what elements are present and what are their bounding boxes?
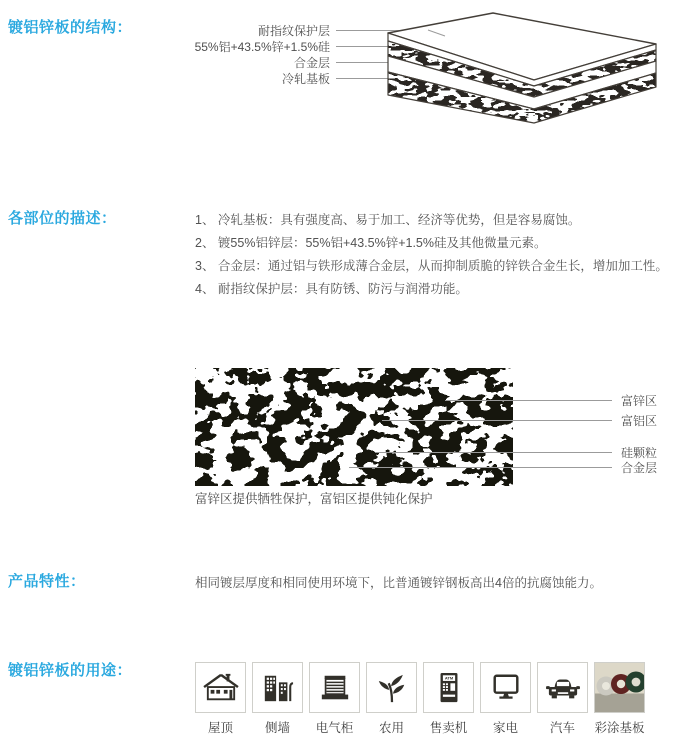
usage-label: 汽车	[549, 721, 575, 735]
house-icon	[202, 672, 240, 704]
usage-label: 屋顶	[207, 721, 233, 735]
description-item: 1、 冷轧基板：具有强度高、易于加工、经济等优势，但是容易腐蚀。	[195, 213, 581, 227]
usage-cell-appliance	[480, 662, 531, 736]
usage-cell-sidewall	[252, 662, 303, 736]
usage-label: 家电	[492, 721, 518, 735]
electrical-cabinet-icon	[316, 672, 354, 704]
coil-photo	[595, 663, 644, 712]
description-item: 2、 镀55%铝锌层：55%铝+43.5%锌+1.5%硅及其他微量元素。	[195, 236, 547, 250]
usage-cell-automobile	[537, 662, 588, 736]
usage-label: 彩涂基板	[594, 721, 645, 735]
usage-cell-cabinet	[309, 662, 360, 736]
layer-label-substrate: 冷轧基板	[281, 72, 330, 86]
structure-heading: 镀铝锌板的结构：	[8, 19, 133, 36]
slab-diagram	[383, 6, 665, 132]
leader-line	[349, 467, 612, 468]
vending-machine-icon	[430, 672, 468, 704]
features-heading: 产品特性：	[8, 573, 86, 590]
micro-label-zinc-rich: 富锌区	[621, 394, 658, 408]
micro-label-al-rich: 富铝区	[621, 414, 658, 428]
plant-icon	[373, 672, 411, 704]
microstructure-figure	[195, 368, 513, 486]
features-text: 相同镀层厚度和相同使用环境下，比普通镀锌钢板高出4倍的抗腐蚀能力。	[195, 576, 602, 590]
layer-label-protective: 耐指纹保护层	[257, 24, 330, 38]
usage-row	[195, 662, 645, 736]
layer-label-alloy: 合金层	[293, 56, 330, 70]
description-item: 4、 耐指纹保护层：具有防锈、防污与润滑功能。	[195, 282, 468, 296]
micro-label-si-particle: 硅颗粒	[621, 446, 658, 460]
leader-line	[445, 400, 612, 401]
vending-screen-text: ATM	[444, 675, 453, 681]
usage-cell-agriculture	[366, 662, 417, 736]
steel-coils-image	[595, 663, 644, 712]
usage-heading: 镀铝锌板的用途：	[8, 662, 133, 679]
car-icon	[544, 672, 582, 704]
usage-cell-color-coated	[594, 662, 645, 736]
leader-line	[375, 452, 612, 453]
micro-label-alloy: 合金层	[621, 461, 658, 475]
usage-label: 售卖机	[429, 721, 468, 735]
leader-line	[382, 420, 612, 421]
layer-label-alzn: 55%铝+43.5%锌+1.5%硅	[194, 40, 330, 54]
buildings-icon	[259, 672, 297, 704]
usage-cell-vending	[423, 662, 474, 736]
usage-label: 农用	[378, 721, 404, 735]
monitor-icon	[487, 672, 525, 704]
micro-caption: 富锌区提供牺牲保护，富铝区提供钝化保护	[195, 492, 433, 506]
usage-label: 电气柜	[315, 721, 354, 735]
description-item: 3、 合金层：通过铝与铁形成薄合金层，从而抑制质脆的锌铁合金生长，增加加工性。	[195, 259, 668, 273]
usage-cell-roof	[195, 662, 246, 736]
usage-label: 侧墙	[264, 721, 290, 735]
description-heading: 各部位的描述：	[8, 210, 117, 227]
